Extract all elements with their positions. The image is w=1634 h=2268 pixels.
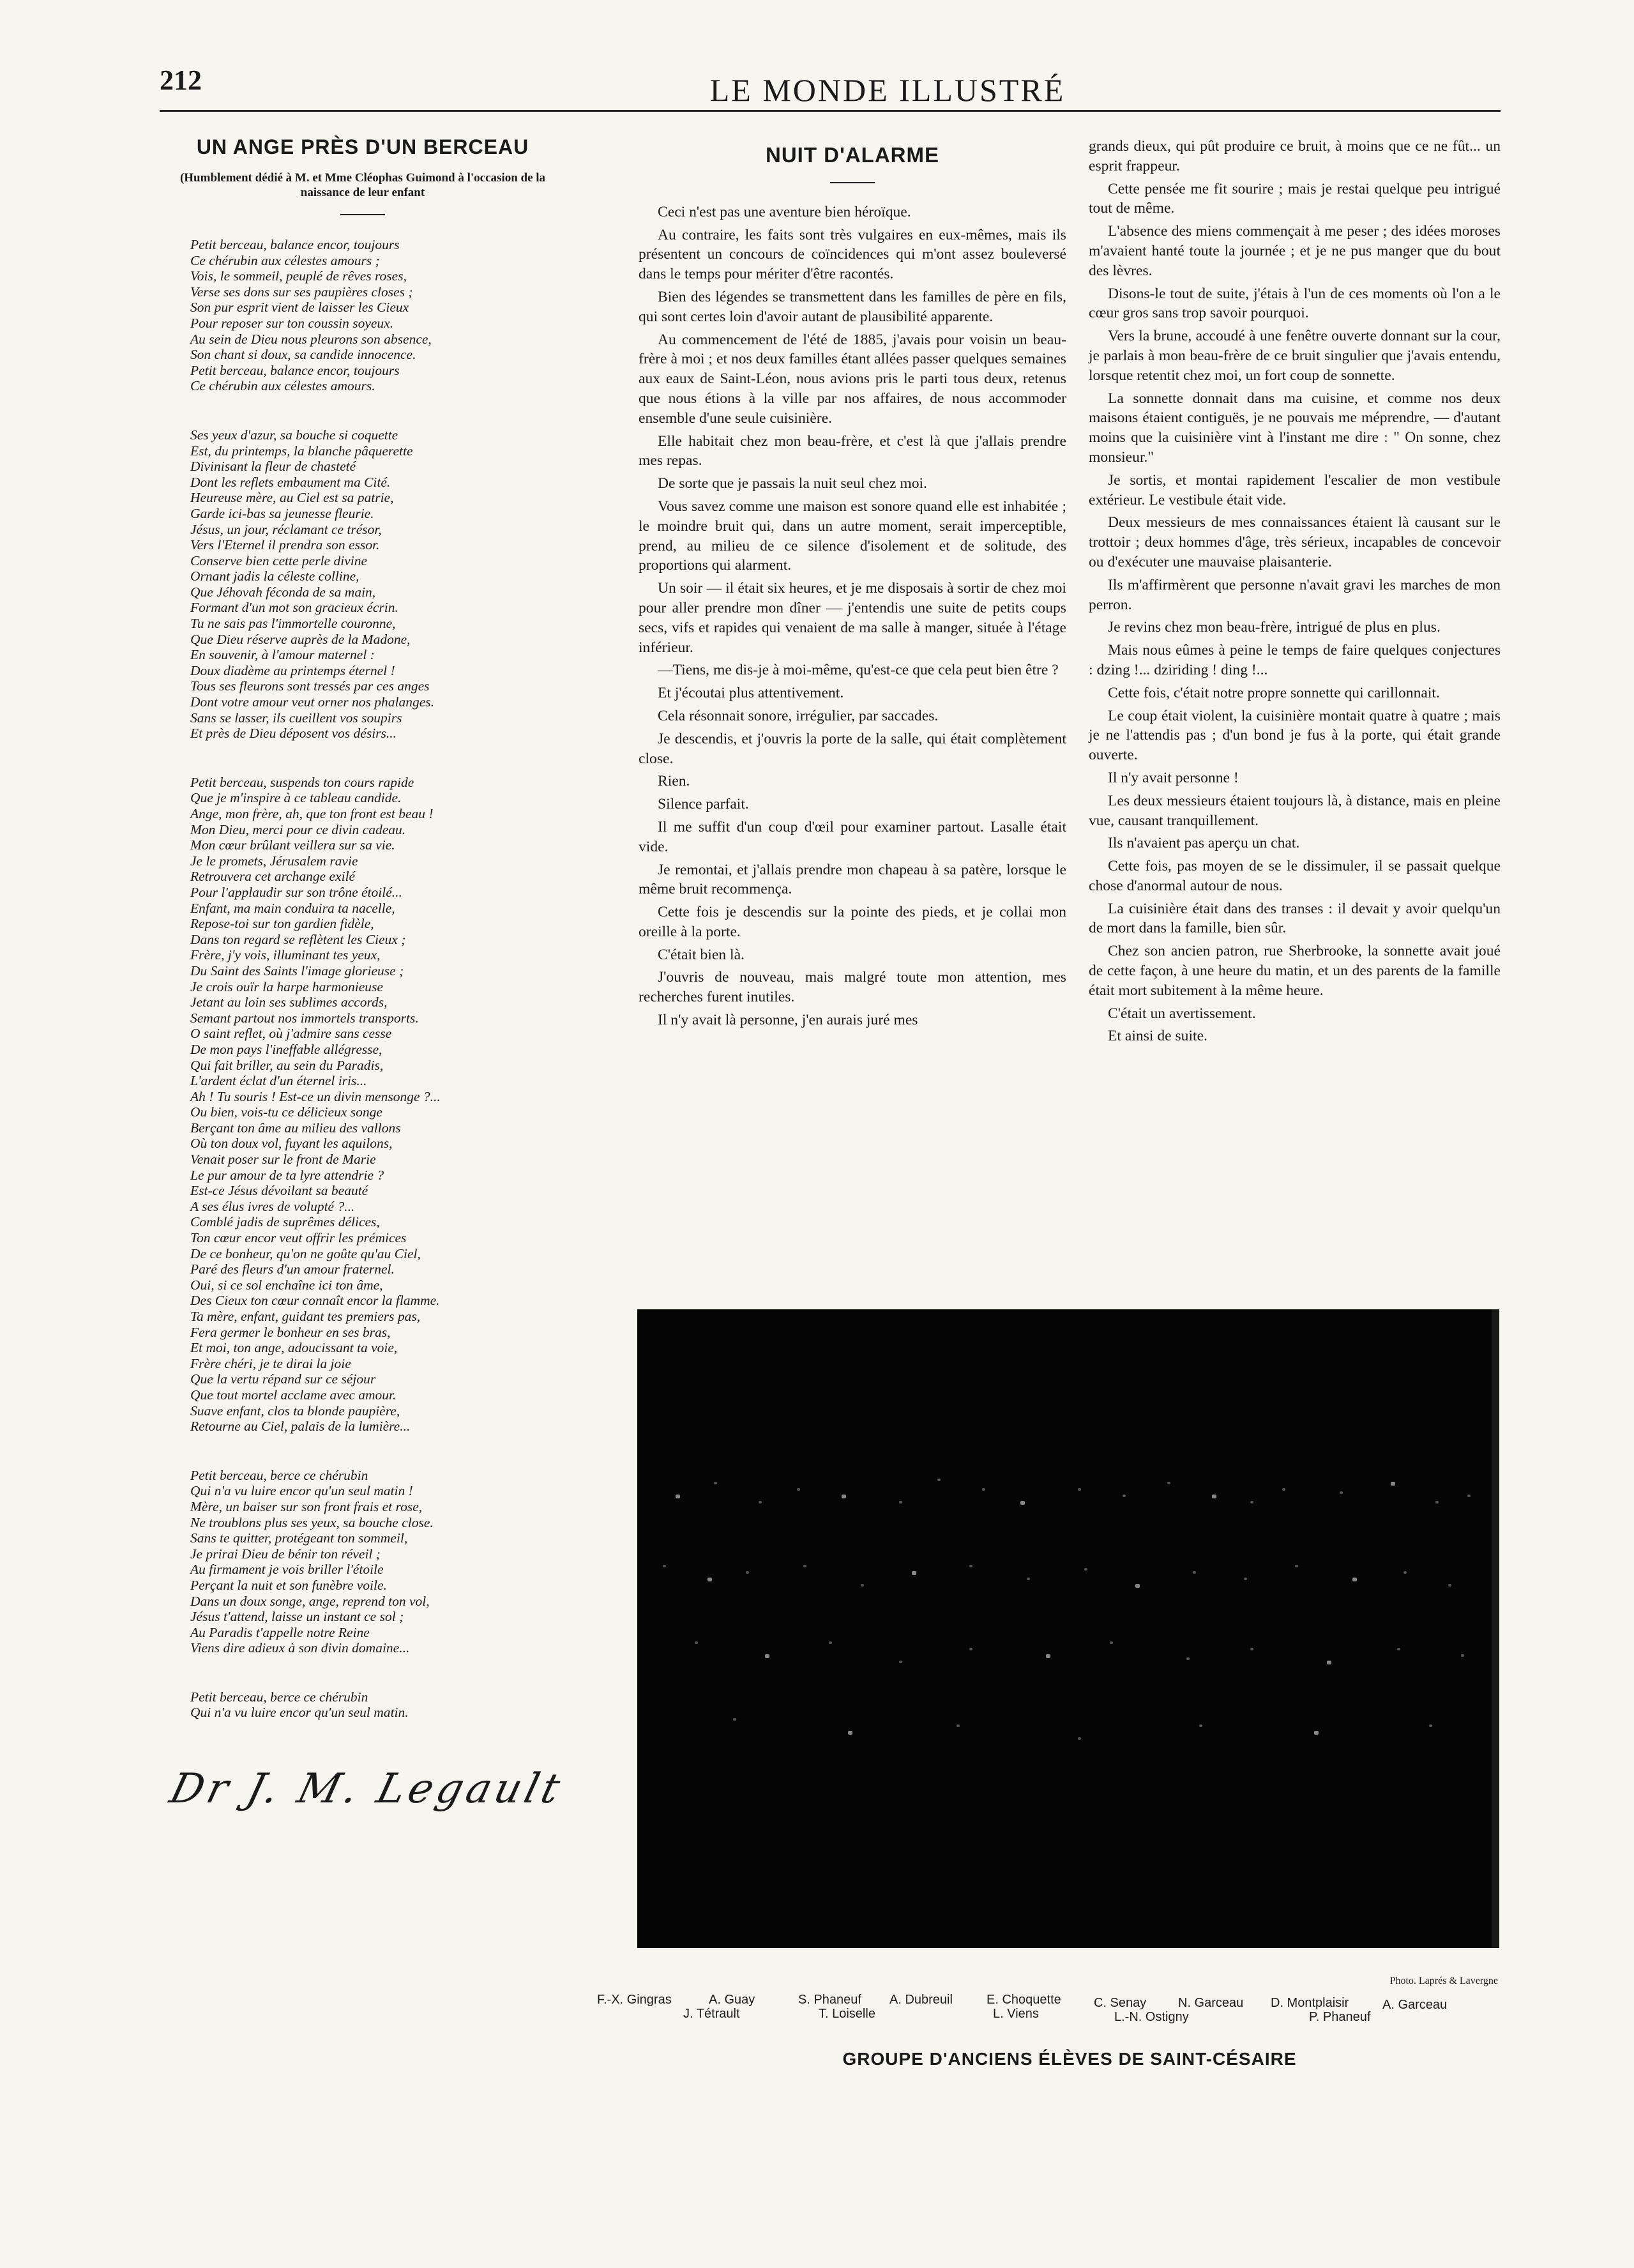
photo-highlight (765, 1654, 769, 1658)
photo-edge (1492, 1309, 1499, 1948)
poem-verse: Repose-toi sur ton gardien fidèle, (190, 916, 374, 932)
title-rule (830, 182, 875, 183)
article-paragraph: La sonnette donnait dans ma cuisine, et comme nos deux maisons étaient contiguës, je ne pouvais me méprendre, — d'autant moins que la cuisinière vint à l'instant me dire : " On sonne, chez monsieur." (1089, 390, 1501, 466)
caption-name: L. Viens (993, 2007, 1039, 2021)
poem-verse: Venait poser sur le front de Marie (190, 1152, 376, 1168)
poem-verse: Oui, si ce sol enchaîne ici ton âme, (190, 1277, 383, 1293)
poem-verse: Formant d'un mot son gracieux écrin. (190, 600, 398, 616)
article-title: NUIT D'ALARME (766, 143, 939, 167)
poem-verse: Divinisant la fleur de chasteté (190, 459, 356, 475)
poem-verse: Et moi, ton ange, adoucissant ta voie, (190, 1340, 398, 1356)
caption-name: A. Guay (709, 1993, 755, 2007)
photo-highlight (1020, 1501, 1025, 1505)
poem-verse: Paré des fleurs d'un amour fraternel. (190, 1261, 395, 1277)
poem-verse: Que Dieu réserve auprès de la Madone, (190, 631, 411, 647)
photo-highlight (1123, 1495, 1126, 1497)
poem-verse: Et près de Dieu déposent vos désirs... (190, 726, 397, 742)
photo-highlight (695, 1641, 698, 1644)
poem-verse: O saint reflet, où j'admire sans cesse (190, 1026, 392, 1042)
caption-name: A. Dubreuil (889, 1993, 953, 2007)
header-rule (160, 110, 1501, 112)
author-signature: Dr J. M. Legault (165, 1765, 568, 1813)
poem-verse: Au firmament je vois briller l'étoile (190, 1562, 384, 1578)
poem-verse: Que tout mortel acclame avec amour. (190, 1387, 397, 1403)
article-paragraph: Elle habitait chez mon beau-frère, et c'est là que j'allais prendre mes repas. (639, 432, 1066, 469)
poem-verse: Jésus t'attend, laisse un instant ce sol ; (190, 1609, 404, 1625)
poem-stanza (158, 1468, 567, 1656)
poem-stanzas (158, 237, 567, 1721)
poem-stanza (158, 237, 567, 394)
poem-verse: Retourne au Ciel, palais de la lumière... (190, 1419, 411, 1435)
poem-verse: Jetant au loin ses sublimes accords, (190, 994, 388, 1010)
poem-verse: Ta mère, enfant, guidant tes premiers pas, (190, 1309, 421, 1324)
page-number: 212 (160, 65, 202, 96)
caption-name: N. Garceau (1178, 1996, 1244, 2010)
photo-highlight (1212, 1495, 1216, 1498)
poem-verse: Tu ne sais pas l'immortelle couronne, (190, 616, 396, 632)
poem-verse: A ses élus ivres de volupté ?... (190, 1198, 355, 1214)
poem-verse: De mon pays l'ineffable allégresse, (190, 1041, 382, 1057)
poem-verse: Mère, un baiser sur son front frais et rose, (190, 1498, 423, 1514)
article-paragraph: Chez son ancien patron, rue Sherbrooke, la sonnette avait joué de cette façon, à une heure du matin, et un des parents de la famille était mort subitement à la même heure. (1089, 943, 1501, 999)
poem-verse: Qui fait briller, au sein du Paradis, (190, 1057, 384, 1073)
photo-highlight (1282, 1488, 1285, 1491)
photo-highlight (1403, 1571, 1407, 1574)
article-paragraph: Mais nous eûmes à peine le temps de faire quelques conjectures : dzing !... dziriding ! ding !... (1089, 642, 1501, 678)
article-paragraph: Vous savez comme une maison est sonore quand elle est inhabitée ; le moindre bruit qui, dans un autre moment, serait imperceptible, prend, au milieu de ce silence d'isolement et de solitude, des proportions qui alarment. (639, 498, 1066, 574)
photo-highlight (676, 1495, 680, 1498)
poem-verse: Je crois ouïr la harpe harmonieuse (190, 978, 383, 994)
photo-highlight (707, 1578, 712, 1581)
photo-highlight (714, 1482, 717, 1484)
photo-highlight (1461, 1654, 1464, 1657)
photo-highlight (1467, 1495, 1471, 1497)
photo-highlight (848, 1731, 852, 1735)
poem-stanza (158, 775, 567, 1435)
caption-name: D. Montplaisir (1271, 1996, 1349, 2010)
caption-name: P. Phaneuf (1309, 2010, 1371, 2024)
poem-verse: Ton cœur encor veut offrir les prémices (190, 1230, 407, 1246)
article-paragraph: —Tiens, me dis-je à moi-même, qu'est-ce que cela peut bien être ? (658, 662, 1059, 679)
photo-highlight (1391, 1482, 1395, 1486)
article-paragraph: Et ainsi de suite. (1108, 1028, 1207, 1045)
photo-highlight (1046, 1654, 1050, 1658)
poem-verse: En souvenir, à l'amour maternel : (190, 647, 375, 663)
poem-verse: Ou bien, vois-tu ce délicieux songe (190, 1104, 382, 1120)
poem-verse: Heureuse mère, au Ciel est sa patrie, (190, 490, 394, 506)
photo-highlight (1135, 1584, 1140, 1588)
photo-highlight (899, 1661, 902, 1663)
article-paragraph: Je sortis, et montai rapidement l'escalier de mon vestibule extérieur. Le vestibule était vide. (1089, 471, 1501, 508)
caption-name: T. Loiselle (819, 2007, 875, 2021)
poem-verse: Ange, mon frère, ah, que ton front est beau ! (190, 806, 434, 821)
article-paragraph: Silence parfait. (658, 796, 749, 813)
caption-name: S. Phaneuf (798, 1993, 861, 2007)
caption-name: C. Senay (1094, 1996, 1147, 2010)
article-paragraph: Il n'y avait personne ! (1108, 769, 1239, 786)
poem-verse: Au Paradis t'appelle notre Reine (190, 1624, 370, 1640)
photo-highlight (1448, 1584, 1451, 1587)
photo-highlight (937, 1479, 941, 1481)
article-paragraph: Ils n'avaient pas aperçu un chat. (1108, 835, 1300, 852)
photo-highlight (1352, 1578, 1357, 1581)
poem-verse: Berçant ton âme au milieu des vallons (190, 1120, 401, 1136)
poem-verse: Sans te quitter, protégeant ton sommeil, (190, 1530, 408, 1546)
poem-verse: Ce chérubin aux célestes amours. (190, 378, 375, 394)
poem-verse: Vers l'Eternel il prendra son essor. (190, 537, 380, 553)
poem-verse: Qui n'a vu luire encor qu'un seul matin ! (190, 1483, 413, 1499)
photo-highlight (1193, 1571, 1196, 1574)
poem-verse: Ce chérubin aux célestes amours ; (190, 252, 380, 268)
article-paragraph: J'ouvris de nouveau, mais malgré toute mon attention, mes recherches furent inutiles. (639, 969, 1066, 1006)
poem-verse: Conserve bien cette perle divine (190, 552, 368, 568)
poem-verse: Doux diadème au printemps éternel ! (190, 662, 395, 678)
article-paragraph: Le coup était violent, la cuisinière montait quatre à quatre ; mais je ne l'attendis pas ; d'un bond je fus à la porte, qui était grande ouverte. (1089, 707, 1501, 764)
poem-verse: Verse ses dons sur ses paupières closes ; (190, 284, 413, 300)
poem-verse: Pour reposer sur ton coussin soyeux. (190, 315, 394, 331)
article-paragraph: Cette pensée me fit sourire ; mais je restai quelque peu intrigué tout de même. (1089, 180, 1501, 217)
article-column (639, 143, 1066, 1033)
poem-verse: Perçant la nuit et son funèbre voile. (190, 1577, 387, 1593)
poem-verse: Ne troublons plus ses yeux, sa bouche close. (190, 1514, 434, 1530)
poem-verse: De ce bonheur, qu'on ne goûte qu'au Ciel, (190, 1245, 421, 1261)
poem-verse: Petit berceau, balance encor, toujours (190, 237, 400, 252)
photo-highlight (829, 1641, 832, 1644)
photo-highlight (1314, 1731, 1319, 1735)
poem-verse: Mon Dieu, merci pour ce divin cadeau. (190, 821, 406, 837)
article-paragraph: La cuisinière était dans des transes : il devait y avoir quelqu'un de mort dans la famille, bien sûr. (1089, 900, 1501, 937)
photo-highlight (1250, 1501, 1253, 1503)
poem-verse: Que Jéhovah féconda de sa main, (190, 584, 376, 600)
photo-highlight (1199, 1724, 1202, 1727)
photo-highlight (1078, 1488, 1081, 1491)
article-paragraph: Cette fois, c'était notre propre sonnette qui carillonnait. (1108, 684, 1440, 701)
poem-dedication: (Humblement dédié à M. et Mme Cléophas Guimond à l'occasion de la naissance de leur enfant (179, 171, 546, 199)
poem-verse: Je le promets, Jérusalem ravie (190, 853, 358, 869)
article-paragraph: Au contraire, les faits sont très vulgaires en eux-mêmes, mais ils présentent un concours de coïncidences qui m'ont assez bouleversé dans le temps pour mériter d'être racontés. (639, 226, 1066, 283)
poem-verse: Petit berceau, berce ce chérubin (190, 1467, 368, 1483)
poem-verse: Petit berceau, berce ce chérubin (190, 1689, 368, 1705)
article-paragraph: Un soir — il était six heures, et je me disposais à sortir de chez moi pour aller prendre mon dîner — j'entendis une suite de petits coups secs, vifs et rapides qui venaient de ma salle à manger, située à l'étage inférieur. (639, 580, 1066, 656)
poem-verse: Frère, j'y vois, illuminant tes yeux, (190, 947, 381, 963)
poem-verse: Où ton doux vol, fuyant les aquilons, (190, 1136, 393, 1152)
article-paragraph: Deux messieurs de mes connaissances étaient là causant sur le trottoir ; deux hommes d'âge, très sérieux, incapables de concevoir ou d'exécuter une mauvaise plaisanterie. (1089, 514, 1501, 570)
poem-stanza (158, 427, 567, 742)
poem-verse: Le pur amour de ta lyre attendrie ? (190, 1167, 384, 1183)
article-paragraph: Les deux messieurs étaient toujours là, à distance, mais en pleine vue, causant tranquillement. (1089, 792, 1501, 829)
article-continuation: grands dieux, qui pût produire ce bruit, à moins que ce ne fût... un esprit frappeur. (1089, 138, 1501, 174)
article-paragraph: Disons-le tout de suite, j'étais à l'un de ces moments où l'on a le cœur gros sans trop savoir pourquoi. (1089, 285, 1501, 322)
photo-highlight (1078, 1737, 1081, 1740)
poem-verse: Son chant si doux, sa candide innocence. (190, 347, 416, 363)
poem-verse: Sans se lasser, ils cueillent vos soupirs (190, 710, 402, 726)
photo-highlight (1340, 1491, 1343, 1494)
poem-verse: Ornant jadis la céleste colline, (190, 568, 359, 584)
poem-verse: Retrouvera cet archange exilé (190, 869, 356, 885)
poem-verse: Petit berceau, balance encor, toujours (190, 362, 400, 378)
photo-highlight (746, 1571, 749, 1574)
poem-verse: Est-ce Jésus dévoilant sa beauté (190, 1183, 368, 1199)
photo-highlight (803, 1565, 806, 1567)
article-paragraph: Vers la brune, accoudé à une fenêtre ouverte donnant sur la cour, je parlais à mon beau-frère de ce bruit singulier que j'avais entendu, lorsque retentit chez moi, un fort coup de sonnette. (1089, 328, 1501, 384)
poem-verse: Que je m'inspire à ce tableau candide. (190, 790, 402, 806)
photo-highlight (1429, 1724, 1432, 1727)
photo-credit: Photo. Laprés & Lavergne (1389, 1975, 1498, 1986)
article-paragraph: Ils m'affirmèrent que personne n'avait gravi les marches de mon perron. (1089, 576, 1501, 613)
poem-verse: Je prirai Dieu de bénir ton réveil ; (190, 1546, 381, 1562)
poem-verse: Viens dire adieux à son divin domaine... (190, 1640, 410, 1656)
poem-verse: Tous ses fleurons sont tressés par ces anges (190, 678, 430, 694)
article-paragraph: Je remontai, et j'allais prendre mon chapeau à sa patère, lorsque le même bruit recommença. (639, 861, 1066, 898)
article-paragraph: C'était bien là. (658, 946, 745, 963)
poem-verse: Jésus, un jour, réclamant ce trésor, (190, 521, 382, 537)
article-paragraph: Et j'écoutai plus attentivement. (658, 685, 844, 702)
photo-highlight (1295, 1565, 1298, 1567)
article-paragraphs (639, 202, 1066, 1030)
masthead: LE MONDE ILLUSTRÉ (709, 72, 1066, 108)
photo-highlight (982, 1488, 985, 1491)
poem-verse: Ah ! Tu souris ! Est-ce un divin mensonge ?... (190, 1088, 441, 1104)
poem-verse: Des Cieux ton cœur connaît encor la flamme. (190, 1293, 440, 1309)
photo-highlight (733, 1718, 736, 1721)
photo-highlight (1327, 1661, 1331, 1664)
photo-highlight (861, 1584, 864, 1587)
photo-highlight (1250, 1648, 1253, 1650)
poem-verse: Dans un doux songe, ange, reprend ton vol, (190, 1593, 430, 1609)
caption-name: J. Tétrault (683, 2007, 740, 2021)
poem-verse: Ses yeux d'azur, sa bouche si coquette (190, 427, 398, 443)
poem-column (158, 135, 567, 1813)
article-paragraph: Il me suffit d'un coup d'œil pour examiner partout. Lasalle était vide. (639, 818, 1066, 855)
article-paragraph: Bien des légendes se transmettent dans les familles de père en fils, qui sont certes loin d'avoir autant de plausibilité apparente. (639, 288, 1066, 325)
poem-verse: Enfant, ma main conduira ta nacelle, (190, 900, 395, 916)
poem-verse: Fera germer le bonheur en ses bras, (190, 1324, 391, 1340)
photo-highlight (1110, 1641, 1113, 1644)
poem-verse: Qui n'a vu luire encor qu'un seul matin. (190, 1705, 409, 1721)
photo-highlight (899, 1501, 902, 1503)
poem-verse: Frère chéri, je te dirai la joie (190, 1355, 351, 1371)
poem-verse: Mon cœur brûlant veillera sur sa vie. (190, 837, 395, 853)
photo-highlight (842, 1495, 846, 1498)
article-paragraph: Je revins chez mon beau-frère, intrigué de plus en plus. (1108, 619, 1441, 636)
photo-highlight (759, 1501, 762, 1503)
poem-verse: L'ardent éclat d'un éternel iris... (190, 1073, 367, 1089)
article-paragraph: Ceci n'est pas une aventure bien héroïque. (658, 203, 911, 220)
poem-verse: Petit berceau, suspends ton cours rapide (190, 774, 414, 790)
caption-name: A. Garceau (1382, 1998, 1448, 2012)
title-rule (340, 214, 385, 215)
photo-highlight (663, 1565, 666, 1567)
photo-highlight (969, 1565, 972, 1567)
photo-highlight (912, 1571, 916, 1575)
photo-highlight (797, 1488, 800, 1491)
article-paragraph: Cette fois je descendis sur la pointe des pieds, et je collai mon oreille à la porte. (639, 904, 1066, 940)
poem-verse: Dont votre amour veut orner nos phalanges. (190, 694, 434, 710)
group-photograph (637, 1309, 1499, 1948)
photo-highlight (1397, 1648, 1400, 1650)
photo-highlight (1084, 1568, 1087, 1571)
caption-title: GROUPE D'ANCIENS ÉLÈVES DE SAINT-CÉSAIRE (842, 2049, 1297, 2069)
article-paragraph: Cette fois, pas moyen de se le dissimuler, il se passait quelque chose d'anormal autour de nous. (1089, 858, 1501, 894)
poem-verse: Que la vertu répand sur ce séjour (190, 1371, 376, 1387)
poem-title: UN ANGE PRÈS D'UN BERCEAU (196, 135, 529, 158)
article-paragraph: Je descendis, et j'ouvris la porte de la salle, qui était complètement close. (639, 730, 1066, 767)
poem-verse: Semant partout nos immortels transports. (190, 1010, 419, 1026)
poem-verse: Suave enfant, clos ta blonde paupière, (190, 1403, 400, 1419)
caption-name: E. Choquette (987, 1993, 1061, 2007)
article-paragraph: Au commencement de l'été de 1885, j'avais pour voisin un beau-frère à moi ; et nos deux familles étant allées passer quelques semaines aux eaux de Saint-Léon, nous avions pris le parti tous deux, retenus que nous étions à la ville par nos affaires, de nous accommoder ensemble d'une seule cuisinière. (639, 331, 1066, 427)
photo-highlight (969, 1648, 972, 1650)
poem-verse: Dans ton regard se reflètent les Cieux ; (190, 931, 406, 947)
photo-highlight (1435, 1501, 1439, 1503)
photo-highlight (1186, 1657, 1190, 1660)
poem-verse: Garde ici-bas sa jeunesse fleurie. (190, 505, 374, 521)
poem-verse: Du Saint des Saints l'image glorieuse ; (190, 963, 404, 978)
caption-name: F.-X. Gingras (597, 1993, 672, 2007)
article-paragraph: De sorte que je passais la nuit seul chez moi. (658, 475, 927, 492)
poem-verse: Dont les reflets embaument ma Cité. (190, 474, 391, 490)
poem-stanza (158, 1689, 567, 1721)
article-paragraphs-continued (1089, 179, 1501, 1047)
poem-verse: Son pur esprit vient de laisser les Cieux (190, 300, 409, 316)
article-paragraph: C'était un avertissement. (1108, 1005, 1256, 1022)
caption-name: L.-N. Ostigny (1114, 2010, 1189, 2024)
photo-highlight (957, 1724, 960, 1727)
poem-verse: Au sein de Dieu nous pleurons son absence, (190, 331, 432, 347)
photo-highlight (1244, 1578, 1247, 1580)
poem-verse: Pour l'applaudir sur son trône étoilé... (190, 884, 402, 900)
article-continued-column (1089, 137, 1501, 1049)
poem-verse: Est, du printemps, la blanche pâquerette (190, 443, 413, 459)
photo-highlight (1167, 1482, 1170, 1484)
poem-verse: Comblé jadis de suprêmes délices, (190, 1214, 380, 1230)
poem-verse: Vois, le sommeil, peuplé de rêves roses, (190, 268, 407, 284)
article-paragraph: Cela résonnait sonore, irrégulier, par saccades. (658, 707, 939, 724)
article-paragraph: Rien. (658, 773, 690, 790)
article-paragraph: L'absence des miens commençait à me peser ; des idées moroses m'avaient hanté toute la journée ; et je ne pus manger que du bout des lèvres. (1089, 223, 1501, 279)
photo-highlight (1027, 1578, 1030, 1580)
article-paragraph: Il n'y avait là personne, j'en aurais juré mes (658, 1012, 918, 1029)
